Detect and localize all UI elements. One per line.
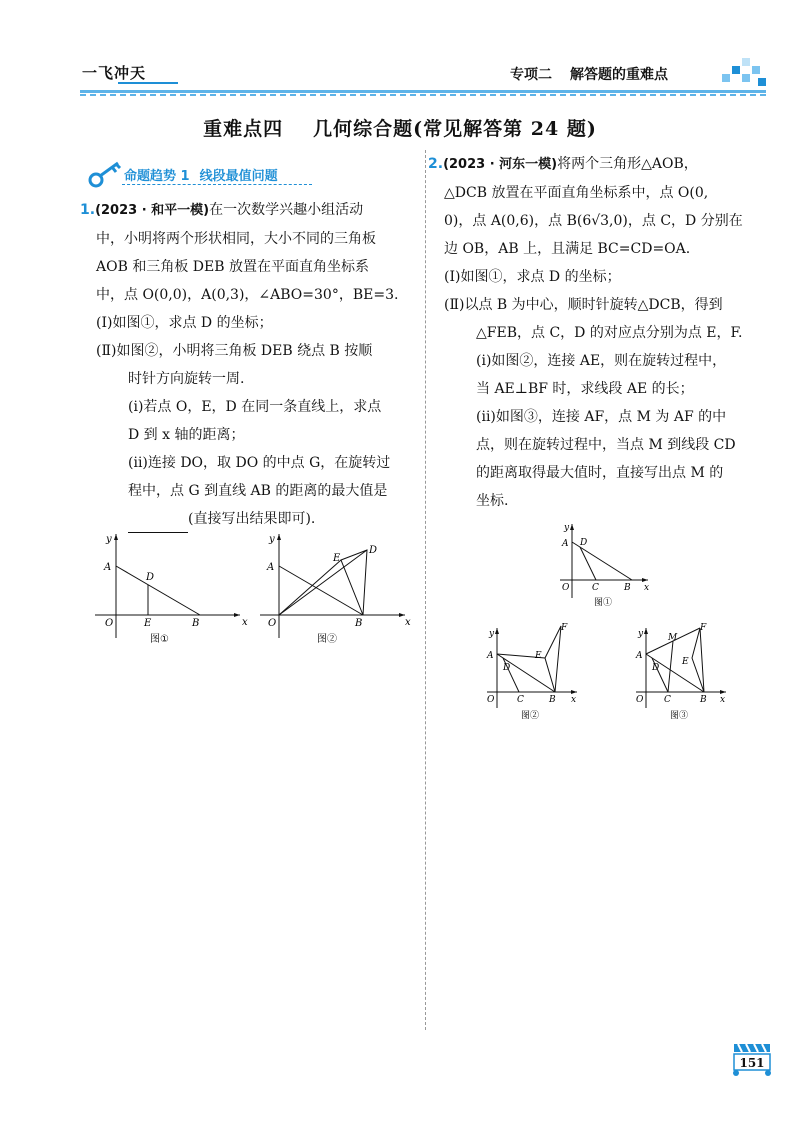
axis-label-x: x [720,695,726,705]
q2-number: 2. [428,156,444,172]
q1-number: 1. [80,202,96,218]
q2-line: 点，则在旋转过程中，当点 M 到线段 CD [476,437,736,453]
q1-line: (Ⅰ)如图①，求点 D 的坐标； [96,315,273,331]
q1-line: D 到 x 轴的距离； [128,427,245,443]
point-label-a: A [636,651,643,661]
point-label-e: E [682,657,689,667]
header-dashed-rule [80,94,766,96]
trend-topic: 线段最值问题 [199,169,278,184]
brand-logo: 一飞冲天 [82,64,147,82]
q2-line: 的距离取得最大值时，直接写出点 M 的 [476,465,724,481]
axis-label-x: x [644,583,650,593]
point-label-b: B [355,618,363,629]
q2-line: (Ⅰ)如图①，求点 D 的坐标； [444,269,621,285]
point-label-f: F [561,623,568,633]
question-2 [428,150,768,515]
q1-figure-2 [255,528,415,648]
point-label-b: B [700,695,707,705]
q1-line: 中，小明将两个形状相同，大小不同的三角板 [96,231,376,247]
point-label-o: O [268,618,277,629]
point-label-c: C [592,583,599,593]
page-title [0,114,800,141]
q1-line: (ⅱ)连接 DO，取 DO 的中点 G，在旋转过 [128,455,391,471]
q2-source: (2023 · 河东一模) [443,157,558,172]
figure-caption: 图② [521,711,540,721]
key-icon [88,160,124,190]
axis-label-y: y [269,534,275,545]
axis-label-x: x [405,617,411,628]
figure-caption: 图③ [670,711,689,721]
figure-caption: 图② [317,634,337,645]
point-label-a: A [487,651,494,661]
point-label-e: E [144,618,152,629]
axis-label-y: y [489,629,495,639]
axis-label-y: y [638,629,644,639]
axis-label-y: y [564,523,570,533]
point-label-e: E [333,553,341,564]
figure-caption: 图① [150,634,169,645]
q2-figure-3 [632,618,732,722]
q2-figure-1 [556,518,656,612]
question-1 [80,196,420,533]
column-divider [425,150,426,1030]
point-label-f: F [700,623,707,633]
point-label-d: D [146,572,155,583]
q1-line: (ⅰ)若点 O，E，D 在同一条直线上，求点 [128,399,382,415]
section-tag: 专项二 [510,67,552,83]
point-label-d: D [503,663,511,673]
point-label-b: B [549,695,556,705]
figure-caption: 图① [594,598,613,608]
point-label-d: D [652,663,660,673]
point-label-a: A [267,562,275,573]
point-label-b: B [192,618,200,629]
q1-line: AOB 和三角板 DEB 放置在平面直角坐标系 [96,259,369,275]
q1-line: 在一次数学兴趣小组活动 [209,202,364,218]
q2-line: (ⅰ)如图②，连接 AE，则在旋转过程中， [476,353,727,369]
q2-line: 当 AE⊥BF 时，求线段 AE 的长； [476,381,694,397]
point-label-e: E [535,651,542,661]
section-name: 解答题的重难点 [570,67,668,83]
q2-line: △DCB 放置在平面直角坐标系中，点 O(0, [444,185,709,201]
header-section [510,64,668,84]
axis-label-y: y [106,534,112,545]
point-label-m: M [668,633,678,643]
axis-label-x: x [571,695,577,705]
point-label-o: O [636,695,644,705]
title-part1: 重难点四 [203,118,284,140]
point-label-d: D [369,545,378,556]
q2-line: 将两个三角形△AOB， [557,156,698,172]
q2-line: (ⅱ)如图③，连接 AF，点 M 为 AF 的中 [476,409,727,425]
q2-line: (Ⅱ)以点 B 为中心，顺时针旋转△DCB，得到 [444,297,723,313]
header-checker-icon [722,56,766,90]
point-label-o: O [562,583,570,593]
trend-name: 命题趋势 1 [124,169,190,184]
q2-line: 边 OB，AB 上，且满足 BC=CD=OA. [444,241,691,257]
q1-line: 中，点 O(0,0)，A(0,3)，∠ABO=30°，BE=3. [96,287,399,303]
point-label-d: D [580,538,588,548]
point-label-b: B [624,583,631,593]
point-label-c: C [517,695,524,705]
page-number: 151 [739,1056,765,1070]
brand-underline [118,82,178,84]
q1-line: (直接写出结果即可). [188,511,316,527]
q2-line: 0)，点 A(0,6)，点 B(6√3,0)，点 C，D 分别在 [444,213,743,229]
q1-line: 程中，点 G 到直线 AB 的距离的最大值是 [128,483,388,499]
q1-source: (2023 · 和平一模) [95,203,210,218]
page-number-badge [728,1040,778,1080]
q2-line: 坐标. [476,493,509,509]
point-label-o: O [105,618,114,629]
q2-figure-2 [483,618,583,722]
point-label-a: A [562,539,569,549]
point-label-o: O [487,695,495,705]
q1-figure-1 [90,528,250,648]
q2-line: △FEB，点 C，D 的对应点分别为点 E，F. [476,325,743,341]
title-part2: 几何综合题(常见解答第 24 题) [313,118,597,140]
axis-label-x: x [242,617,248,628]
q1-line: 时针方向旋转一周. [128,371,245,387]
header-rule [80,90,766,93]
point-label-a: A [104,562,112,573]
point-label-c: C [664,695,671,705]
q1-line: (Ⅱ)如图②，小明将三角板 DEB 绕点 B 按顺 [96,343,373,359]
trend-label [88,160,278,194]
